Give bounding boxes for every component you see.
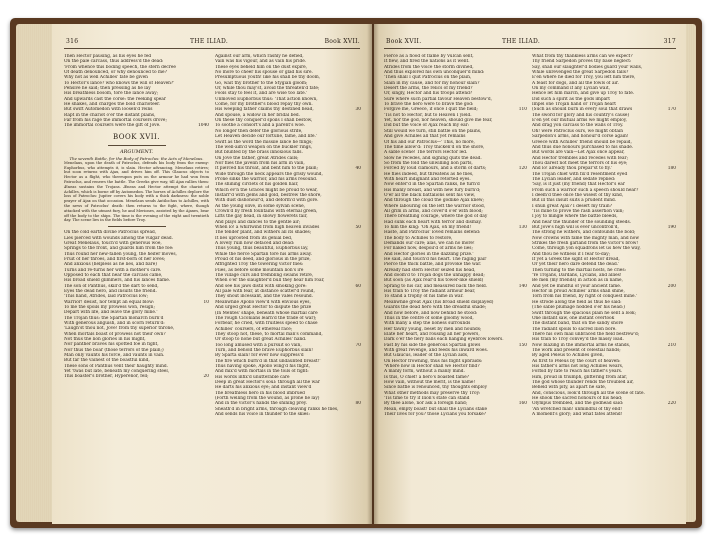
left-header-rule: [64, 48, 360, 49]
verse-line: All pale with fear, at distance scatter'd round,: [215, 289, 315, 295]
verse-line: Achilles' coursers, of ethereal race;: [215, 326, 293, 332]
book-heading: BOOK XVII.: [113, 132, 160, 141]
verse-line: His train to Troy convey'd the massy load.: [532, 337, 624, 343]
verse-line: It flew, and fired the nations as it went.: [384, 59, 470, 65]
verse-line: Come, through yon squadrons let us hew the way,: [532, 246, 641, 252]
line-number: 70: [355, 342, 361, 348]
verse-line: Nor panther braves his spotted foe in fight,: [64, 342, 159, 348]
verse-line: And spouse, a widow in her bridal bed.: [215, 112, 301, 118]
verse-line: The radiant spoils to sacred Ilion bore.: [532, 326, 617, 332]
verse-line: And thus due honours purchased to his shade.: [532, 144, 634, 150]
right-running-title: THE ILIAD.: [502, 38, 541, 45]
verse-line: (Forth welling from the wound, as prone he lay): [215, 396, 320, 401]
argument-label: ARGUMENT.: [120, 148, 153, 155]
verse-line: E'en where he died for Troy, you left him there,: [532, 75, 636, 81]
right-page-number: 317: [663, 38, 676, 45]
verse-line: On these thy conquer'd spoils I shall bestow,: [215, 118, 313, 124]
verse-line: The well-aim'd weapon on the buckler rings,: [215, 144, 313, 150]
verse-line: No longer then defer the glorious strife,: [215, 128, 303, 134]
line-number: 120: [518, 166, 527, 172]
verse-line: But words are vain—Let Ajax once appear,: [532, 150, 625, 156]
verse-line: Already had stern Hector seized his head,: [384, 267, 476, 273]
verse-line: Where labouring on the left the warrior stood,: [384, 203, 486, 209]
verse-line: 'Ye Trojans, Dardans, Lycians, and allies!: [532, 273, 622, 279]
verse-line: Pierce the thick battle, and provoke the war.: [384, 262, 482, 268]
verse-line: Or yet their hero dare defend the dead.': [532, 262, 620, 268]
verse-line: Man only vaunts his force, and vaunts in vain.: [64, 353, 165, 359]
verse-line: With generous anguish, and in scorn return'd:: [64, 321, 165, 327]
verse-text: Sprang to his car, and measured back the field.: [384, 283, 488, 289]
verse-line: The work and present of celestial hands;: [532, 347, 621, 353]
verse-line: And anxious (helpless as he lies, and bare): [64, 262, 157, 268]
verse-text: His weeping father claims thy destined head,: [215, 107, 314, 113]
verse-line: Great Menelaus, touch'd with generous woe,: [64, 240, 162, 246]
verse-line: Greece with Achilles' friend should be repaid,: [532, 139, 632, 145]
verse-line: Thus young, thus beautiful, Euphorbus lay,: [215, 246, 309, 252]
line-number: 130: [518, 225, 527, 230]
verse-line: I shun great Ajax? I desert my train?: [532, 203, 612, 209]
verse-line: But swift Automedon with loosen'd reins: [64, 107, 153, 113]
verse-line: They shout incessant, and the vales resound.: [215, 294, 314, 300]
verse-line: Guards the dead hero with the dreadful shade;: [384, 305, 487, 311]
verse-line: To Hector's lance? who knows the will of Heaven?': [64, 80, 175, 86]
verse-line: Swift as the word the missile lance he flings;: [215, 139, 313, 145]
verse-line: Or, while thou may'st, avoid the threaten'd fate;: [215, 86, 320, 92]
verse-line: And mix'd with mortals in the toils of fight:: [215, 369, 309, 375]
verse-line: Against our arm, which rashly he defied,: [215, 54, 304, 59]
verse-line: Thou darest not meet the terrors of his eye;: [532, 160, 628, 166]
verse-line: The Trojan chief with fix'd resentment eyed: [532, 171, 628, 177]
verse-line: And give Achilles all that yet remains: [384, 134, 466, 140]
verse-line: The sword for glory and his country's cause): [532, 112, 630, 118]
verse-line: Her tawny young, beset by men and hounds;: [384, 326, 482, 332]
verse-line: And now before, and now behind he stood:: [384, 310, 478, 316]
verse-line: His words infix'd unutterable care: [215, 374, 290, 380]
verse-line: And doom'd to Trojan dogs the unhappy dead;: [384, 273, 485, 279]
verse-line: Meanwhile Apollo view'd with envious eyes,: [215, 299, 311, 305]
verse-line: A manly form, without a manly mind.: [384, 369, 465, 375]
verse-line: Did but the voice of Ajax reach my ear:: [384, 123, 470, 129]
left-running-title: THE ILIAD.: [190, 38, 229, 45]
verse-line: His broad shield glimmers, and his lances flame.: [64, 278, 171, 284]
verse-line: Then turning to the martial hosts, he cries:: [532, 267, 626, 273]
verse-line: Thus having spoke, Apollo wing'd his flight,: [215, 363, 310, 369]
verse-text: Warrior! desist, nor tempt an equal blow:: [64, 299, 155, 305]
verse-line: One instant saw, one instant overtook: [532, 315, 615, 321]
verse-line: With great revenge, and feeds his inward woes.: [384, 347, 489, 353]
verse-line: Not thus the lion glories in his might,: [64, 337, 146, 343]
verse-line: The Trojan thus: the Spartan monarch burn'd: [64, 315, 164, 321]
verse-text: (Such as should burn in every soul that draws: [532, 107, 633, 113]
verse-line: Mean, empty boast! but shall the Lycians stake: [384, 406, 488, 412]
verse-line: Of his and our Patroclus—' This, no more,: [384, 139, 475, 145]
verse-text: By thee alone, nor ask a foreign hand;: [384, 401, 468, 407]
verse-line: Him, proud in triumph, glittering from afar,: [532, 374, 628, 380]
verse-line: Presumptuous youth! like his shall be thy doom,: [215, 75, 321, 81]
verse-line: [64, 123, 209, 128]
verse-line: Did such a spirit as the gods impart: [532, 96, 610, 102]
verse-line: 'Tis mine to prove the rash assertion vain;: [532, 208, 624, 214]
verse-line: And, conscious, look'd through all the scene of fate.: [532, 390, 645, 396]
verse-line: The tender plant, and withers all its shades;: [215, 230, 312, 236]
verse-line: Unmoved Euphorbus thus: 'That action known,: [215, 96, 318, 102]
verse-line: His manly breast, and with new fury burn'd;: [384, 187, 481, 193]
verse-line: Nor flies the javelin from his arm in vain,: [215, 160, 305, 166]
verse-line: Thy friend Sarpedon proves thy base neglect:: [532, 59, 632, 65]
line-number: 110: [518, 107, 527, 113]
right-col1-lines: [384, 54, 527, 417]
verse-line: A sable scene! The terrors Hector led.: [384, 150, 468, 156]
verse-line: Prone sinks the warrior, and his arms resound.: [215, 176, 318, 182]
verse-line: The fire which burn'd in that undaunted breast!': [215, 358, 321, 364]
verse-line: Come, for my brother's blood repay thy own.: [215, 102, 313, 108]
verse-line: On the pale carcass, thus address'd the dead:: [64, 59, 164, 65]
verse-line: 'Ah wretched man! unmindful of thy end!: [532, 406, 622, 412]
verse-line: These sons of Panthus vent their haughty mind.: [64, 363, 168, 369]
verse-line: But Glaucus, leader of the Lycian aids,: [384, 353, 469, 359]
verse-line: And thus explored his own unconquer'd mind:: [384, 70, 485, 76]
verse-line: Yet 'twas but late, beneath my conquering steel,: [64, 369, 170, 375]
verse-line: On Jove the father, great Atrides calls;: [215, 155, 299, 161]
verse-line: Be men (my friends) in action as in name,: [532, 278, 623, 284]
verse-line: Fruit of her throes, and first-born of her loves;: [64, 256, 166, 262]
verse-line: The village curs and trembling swains retire,: [215, 273, 314, 279]
verse-line: Lies pierced with wounds among the vulgar dead.: [64, 235, 173, 241]
verse-line: He shakes, and charges the bold charioteer.: [64, 102, 161, 108]
verse-line: A lovely ruin now defaced and dead:: [215, 241, 295, 247]
verse-text: Too long amused with a pursuit so vain,: [215, 342, 302, 348]
verse-text: And in the victor's hands the shining prey.: [215, 401, 307, 407]
line-number: 170: [667, 107, 676, 113]
verse-line: Now enter'd in the Spartan ranks, he turn'd: [384, 182, 480, 188]
verse-line: Forbid by fate to reach his father's years.: [532, 369, 623, 375]
verse-line: For naked now, despoil'd of arms he lies;: [384, 246, 473, 252]
verse-line: A feast for dogs, and all the fowls of air.: [532, 80, 619, 86]
verse-line: Impel one Trojan hand or Trojan heart: [532, 102, 617, 108]
verse-line: Proud of his deed, and glorious in the prize,: [215, 257, 311, 263]
heading-divider: [108, 145, 166, 146]
verse-line: The breathless hero in his blood imbrued: [215, 390, 305, 396]
verse-line: On Hector frowning, thus his flight upbraids:: [384, 358, 483, 364]
line-number: 160: [518, 401, 527, 407]
verse-line: Affrighted Troy the towering victor flies:: [215, 262, 304, 268]
verse-line: There his own mail unbraced the field bestrew'd;: [532, 331, 640, 337]
verse-line: Their lives for you? those Lycians you forsake?: [384, 412, 486, 418]
verse-line: Opposed to each that near the carcass came,: [64, 272, 163, 278]
verse-line: With many a step the lioness surrounds: [384, 321, 471, 327]
verse-text: It pierced his throat, and bent him to the plain;: [215, 166, 318, 172]
left-page-number: 316: [66, 38, 79, 45]
verse-line: Vain was his vigour, and as vain his pride.: [215, 59, 307, 65]
verse-line: 'This hand, Atrides, laid Patroclus low;: [64, 294, 149, 300]
verse-line: But soon (as Ajax rear'd his tower-like shield): [384, 278, 484, 284]
verse-line: Eyes the dead hero, and insults the friend.: [64, 288, 157, 294]
verse-text: And lo! already thou prepar'st to fly.': [532, 166, 613, 172]
verse-line: While unrevenged the great Sarpedon falls?: [532, 70, 629, 76]
verse-line: The rough Ciconians learn'd the trade of war);: [215, 315, 317, 321]
verse-line: Thus in the centre of some gloomy wood,: [384, 315, 474, 321]
line-number: 140: [518, 283, 527, 289]
verse-line: Since battle is renounced, thy thoughts employ: [384, 385, 488, 391]
verse-line: Then Hector pausing, as his eyes he fed: [64, 54, 152, 59]
verse-line: What from thy thankless arms can we expect?: [532, 54, 633, 59]
verse-line: But far the vainest of the boastful kind,: [64, 358, 150, 364]
verse-line: Forbear, he cried, with fruitless speed to chase: [215, 321, 318, 327]
verse-line: Dark o'er the fiery balls each hanging eyebrow lowers.: [384, 337, 504, 343]
verse-text: When lo! a whirlwind from high heaven invades: [215, 225, 320, 230]
verse-line: And sends his voice in thunder to the skies:: [215, 412, 310, 418]
verse-line: To me the spoils my prowess won, resign;: [64, 304, 155, 310]
verse-line: 'From whence this boding speech, the stern decree: [64, 64, 176, 70]
left-page: [52, 24, 372, 524]
verse-line: The time allow'd: Troy thicken'd on the shore,: [384, 144, 485, 150]
verse-line: But ill this insult suits a prudent mind.: [532, 198, 617, 204]
line-number: 180: [667, 166, 676, 172]
verse-line: Which ev'n the Graces might be proud to wear,: [215, 187, 318, 193]
verse-line: From such a warrior such a speech should hear?: [532, 187, 639, 193]
verse-line: 'Then shall I quit Patroclus on the plain,: [384, 75, 472, 81]
left-book-label: Book XVII.: [324, 38, 360, 45]
verse-line: And hear the thunder of the sounding steeds.: [532, 219, 632, 225]
line-number: 60: [355, 283, 361, 289]
verse-line: 'Say, is it just (my friend) that Hector's ear: [532, 182, 625, 188]
verse-line: Deep in great Hector's soul: through all the war: [215, 379, 320, 385]
verse-line: The Lycian leader, and sedate replied:: [532, 176, 616, 182]
verse-line: Turns and re-turns her with a mother's care.: [64, 267, 162, 273]
line-number: 210: [667, 342, 676, 348]
verse-text: And see his jaws distil with smoking gore:: [215, 283, 307, 289]
book-gutter: [367, 24, 379, 524]
verse-line: Pensive he said; then pressing as he lay: [64, 86, 151, 92]
verse-line: Go, wait thy brother to the Stygian gloom;: [215, 80, 308, 86]
verse-line: 'Laugh'st thou not, Jove! from thy superior throne,: [64, 326, 175, 332]
verse-line: Torn from his friend, by right of conquest mine.': [532, 294, 638, 300]
verse-text: And yet be mindful of your ancient fame.: [532, 283, 622, 289]
verse-line: On the cold earth divine Patroclus spread,: [64, 230, 157, 236]
line-number: 1040: [198, 123, 209, 129]
verse-line: Atrides from the voice the storm divined,: [384, 64, 474, 70]
verse-line: There breathing courage, where the god of day: [384, 214, 488, 220]
verse-line: The distant band, that on the sandy shore: [532, 321, 624, 327]
verse-line: If yet a Greek the sight of Hector dread,: [532, 257, 620, 263]
verse-line: And through the cloud the godlike Ajax knew;: [384, 198, 485, 204]
verse-line: To soothe a consort's and a parent's woe.: [215, 123, 305, 129]
verse-line: Fools stay to feel it, and are wise too late.': [215, 91, 308, 97]
verse-line: Let Heaven decide our fortune, fame, and life.': [215, 134, 318, 140]
verse-line: (The sable plumage nodded o'er his head:): [532, 305, 625, 311]
verse-line: And Hector trembles and recedes with fear;: [532, 155, 629, 161]
verse-text: Fast by his side the generous Spartan glows: [384, 342, 481, 348]
verse-line: And thou be witness if I fear to-day;: [532, 251, 611, 257]
verse-line: With dust dishonour'd, and deform'd with gore.: [215, 198, 319, 204]
verse-text: To him the king: 'Oh Ajax, oh my friend!: [384, 225, 472, 230]
left-col1-top: [64, 54, 209, 129]
verse-line: The strong he withers, and confounds the bold;: [532, 230, 636, 236]
verse-line: Lifts the gay head, in snowy flowerets fair,: [215, 214, 308, 220]
verse-line: The god whose thunder rends the troubled air,: [532, 379, 634, 385]
verse-line: Had sunk each heart with terror and dismay.: [384, 219, 482, 225]
verse-line: They stoop not, these, to mortal man's command,: [215, 331, 323, 337]
verse-line: A moment's glory; and what fates attend!: [532, 412, 623, 418]
verse-line: On my command if any Lycian wait,: [532, 86, 610, 92]
verse-line: O'er all the black battalions sent his view,: [384, 192, 476, 198]
verse-line: Or stoop to none but great Achilles' hand.: [215, 337, 307, 343]
verse-line: Flies, as before some mountain lion's ire: [215, 267, 304, 273]
verse-line: While the fierce Spartan tore his arms away.: [215, 251, 313, 257]
line-number: 200: [667, 283, 676, 289]
verse-line: Springs to the front, and guards him from the foe:: [64, 246, 174, 252]
verse-line: 'Where now in Hector shall we Hector find?: [384, 363, 480, 369]
verse-line: And urged great Hector to dispute the prize: [215, 305, 312, 311]
verse-line: Thus round her new-fallen young, the heifer moves,: [64, 251, 177, 257]
verse-line: The shining circlets of his golden hair,: [215, 182, 299, 188]
verse-line: Beheld with pity, as apart he sate,: [532, 385, 607, 391]
verse-line: The body to Achilles to restore,: [384, 235, 453, 241]
verse-text: Olympus trembled, and the godhead said:: [532, 401, 624, 407]
verse-line: I deem'd thee once the wisest of thy kind,: [532, 192, 624, 198]
verse-line: Swift through the spacious plain he sent a look;: [532, 310, 637, 316]
verse-line: Hence let him march, and give up Troy to fate.: [532, 91, 635, 97]
verse-line: And upwards cast the corse: the reeking spear: [64, 96, 166, 102]
verse-line: Still would we turn, still battle on the plains,: [384, 128, 482, 134]
verse-line: And drag yon carcass to the walls of Troy.: [532, 123, 624, 129]
verse-line: He flies indeed, but threatens as he flies,: [384, 171, 474, 177]
verse-line: Sarpedon's arms, and honour'd corse again!: [532, 134, 629, 140]
verse-line: Nor thus the boar (those terrors of the plain;): [64, 347, 164, 353]
argument-text: Menelaus, upon the death of Patroclus, defends his body from the enemy: Euphorbus, who attempts it, is slain. Hector advancing, Menelaus retires; but soon returns with Ajax, and drives him off. This Glaucus objects to Hector as a flight, who thereupon puts on the armour he had won from Patroclus, and renews the battle. The Greeks give way, till Ajax rallies them: Æneas sustains the Trojans. Æneas and Hector attempt the chariot of Achilles, which is borne off by Automedon. The horses of Achilles deplore the loss of Patroclus: Jupiter covers his body with a thick darkness: the noble prayer of Ajax on that occasion. Menelaus sends Antilochus to Achilles, with the news of Patroclus' death: then returns to the fight, where, though attacked with the utmost fury, he and Meriones, assisted by the Ajaxes, bear off the body to the ships. The time is the evening of the eight and twentieth day. The scene lies in the fields before Troy.: [64, 160, 209, 223]
verse-text: Now blazing in the immortal arms he stands,: [532, 342, 631, 348]
verse-line: How vain, without the merit, is the name!: [384, 379, 476, 385]
open-book: [10, 14, 702, 530]
verse-text: But Jove's high will is ever uncontroll'd,: [532, 225, 619, 230]
verse-line: Why not as well Achilles' fate be given: [64, 75, 148, 81]
verse-line: All grim in arms, and cover'd o'er with blood;: [384, 208, 483, 214]
verse-line: He strode along the field as thus he said:: [532, 299, 622, 305]
verse-line: When mortals boast of prowess not their own?: [64, 331, 166, 337]
verse-line: Is this, O chief! a hero's boasted fame?: [384, 374, 469, 380]
verse-line: And Hector glories in the dazzling prize.': [384, 251, 474, 257]
verse-line: Meanwhile great Ajax (his broad shield displayed): [384, 299, 494, 305]
verse-line: Strikes the fresh garland from the victor's brow!: [532, 241, 639, 247]
left-column-2: [215, 54, 361, 516]
left-column-1: [64, 54, 209, 516]
line-number: 220: [667, 401, 676, 407]
verse-line: As the young olive, in some sylvan scene,: [215, 203, 306, 209]
verse-line: Sheath'd in bright arms, through cleaving ranks he flies,: [215, 406, 339, 412]
verse-line: Slow he recedes, and sighing quits the dead.: [384, 155, 482, 161]
verse-line: Oh! were Patroclus ours, we might obtain: [532, 128, 624, 134]
verse-line: The son of Panthus, skill'd the dart to send,: [64, 283, 159, 289]
right-page: [374, 24, 686, 524]
verse-line: When o'er the slaughter'd bull they hear him roar,: [215, 278, 325, 284]
right-column-1: [384, 54, 527, 516]
right-header-rule: [384, 48, 676, 49]
verse-line: 'Tis not to Hector, but to Heaven I yield.: [384, 112, 472, 118]
verse-line: Sure where such partial favour Heaven bestow'd,: [384, 96, 493, 102]
verse-line: Demands our care; alas, we can no more!: [384, 241, 475, 247]
verse-line: Desert the arms, the relics of my friend?: [384, 86, 473, 92]
verse-line: Haste, and Patroclus' loved remains defend:: [384, 230, 481, 236]
verse-line: [64, 374, 209, 379]
verse-line: Yet, nor the god, nor heaven, should give me fear,: [384, 118, 493, 124]
argument-divider: [108, 226, 166, 227]
left-col2-lines: [215, 54, 361, 417]
verse-line: Rapt in the chariot o'er the distant plains,: [64, 112, 156, 118]
verse-line: Of death denounced, or why denounced to me?: [64, 70, 167, 76]
verse-line: Elate her heart, and rousing all her powers,: [384, 331, 480, 337]
page-edges-left: [16, 24, 54, 522]
line-number: 50: [355, 225, 361, 230]
verse-line: To brave the hero were to brave the god:: [384, 102, 474, 108]
verse-line: I joy to mingle where the battle bleeds,: [532, 214, 618, 220]
verse-line: Fierce as a flood of flame by Vulcan sent,: [384, 54, 474, 59]
line-number: 30: [355, 107, 361, 113]
verse-line: Now crowns with fame the mighty man, and now: [532, 235, 640, 241]
argument-title: The seventh Battle, for the Body of Patroclus: the Acts of Menelaus.: [69, 155, 204, 161]
verse-line: Slain in my cause, and for my honour slain?: [384, 80, 480, 86]
right-column-2: [532, 54, 676, 516]
verse-line: What other methods may preserve thy Troy:: [384, 390, 481, 396]
verse-line: Instarr'd with gems and gold, bestrew the shore,: [215, 192, 322, 198]
verse-line: By aged Peleus to Achilles given,: [532, 353, 604, 359]
verse-line: And plays and dances to the gentle air;: [215, 219, 301, 225]
line-number: 40: [355, 166, 361, 172]
verse-text: Forced by loud clamours, and a storm of darts;: [384, 166, 487, 172]
right-col2-lines: [532, 54, 676, 417]
verse-line: It lies uprooted from its genial bed,: [215, 235, 293, 241]
verse-line: Far from his rage the immortal coursers drove;: [64, 118, 167, 124]
verse-line: Say, shall our slaughter'd bodies guard your walls,: [532, 64, 643, 70]
verse-line: Hector in proud Achilles' arms shall shine,: [532, 289, 625, 295]
verse-line: To stand a trophy of his fame in war.: [384, 294, 464, 300]
verse-line: 'Tis time to try if Ilion's state can stand: [384, 396, 470, 401]
right-book-label: Book XVII.: [386, 38, 422, 45]
verse-line: With heart indignant and retorted eyes.: [384, 176, 471, 182]
verse-line: He darts his anxious eye; and instant view'd: [215, 385, 312, 391]
verse-line: E'en yet our mutual arms we might employ,: [532, 118, 627, 124]
verse-line: Or, singly, Hector and his troops attend?: [384, 91, 473, 97]
verse-line: His train to Troy the radiant armour bear,: [384, 289, 476, 295]
verse-line: Turn, and behold the brave Euphorbus slain!: [215, 347, 314, 353]
line-number: 80: [355, 401, 361, 407]
verse-line: Depart with life, and leave the glory mine.': [64, 310, 158, 316]
verse-line: So from the fold the unwilling lion parts,: [384, 160, 473, 166]
verse-line: He shook the sacred honours of his head;: [532, 396, 623, 401]
verse-text: Forgive me, Greece, if once I quit the field;: [384, 107, 478, 113]
verse-line: No more to cheer his spouse or glad his sire.: [215, 70, 313, 76]
line-number: 10: [203, 299, 209, 305]
verse-line: (In Mentes' shape, beneath whose martial care: [215, 310, 318, 316]
verse-line: As first to Peleus by the court of heaven:: [532, 358, 621, 364]
verse-text: The immortal coursers were the gift of Jove.: [64, 123, 161, 129]
verse-line: These eyes beheld him on the dust expire,: [215, 64, 308, 70]
verse-text: This boaster's brother, Hyperenor, fell;: [64, 374, 149, 380]
verse-line: But blunted by the brass innoxious falls.: [215, 150, 303, 156]
left-col1-bottom: [64, 230, 209, 380]
line-number: 20: [203, 374, 209, 380]
verse-line: Wide through the neck appears the grisly wound,: [215, 171, 323, 177]
verse-line: His father's arms not long Achilles wears,: [532, 363, 624, 369]
verse-line: He said, and touch'd his heart. The raging pair: [384, 257, 487, 263]
line-number: 150: [518, 342, 527, 348]
verse-line: Crown'd by fresh fountains with eternal green,: [215, 208, 318, 214]
verse-line: By Sparta slain! for ever now suppress'd: [215, 353, 304, 359]
line-number: 190: [667, 225, 676, 230]
verse-line: His breathless bosom, tore the lance away;: [64, 91, 159, 97]
